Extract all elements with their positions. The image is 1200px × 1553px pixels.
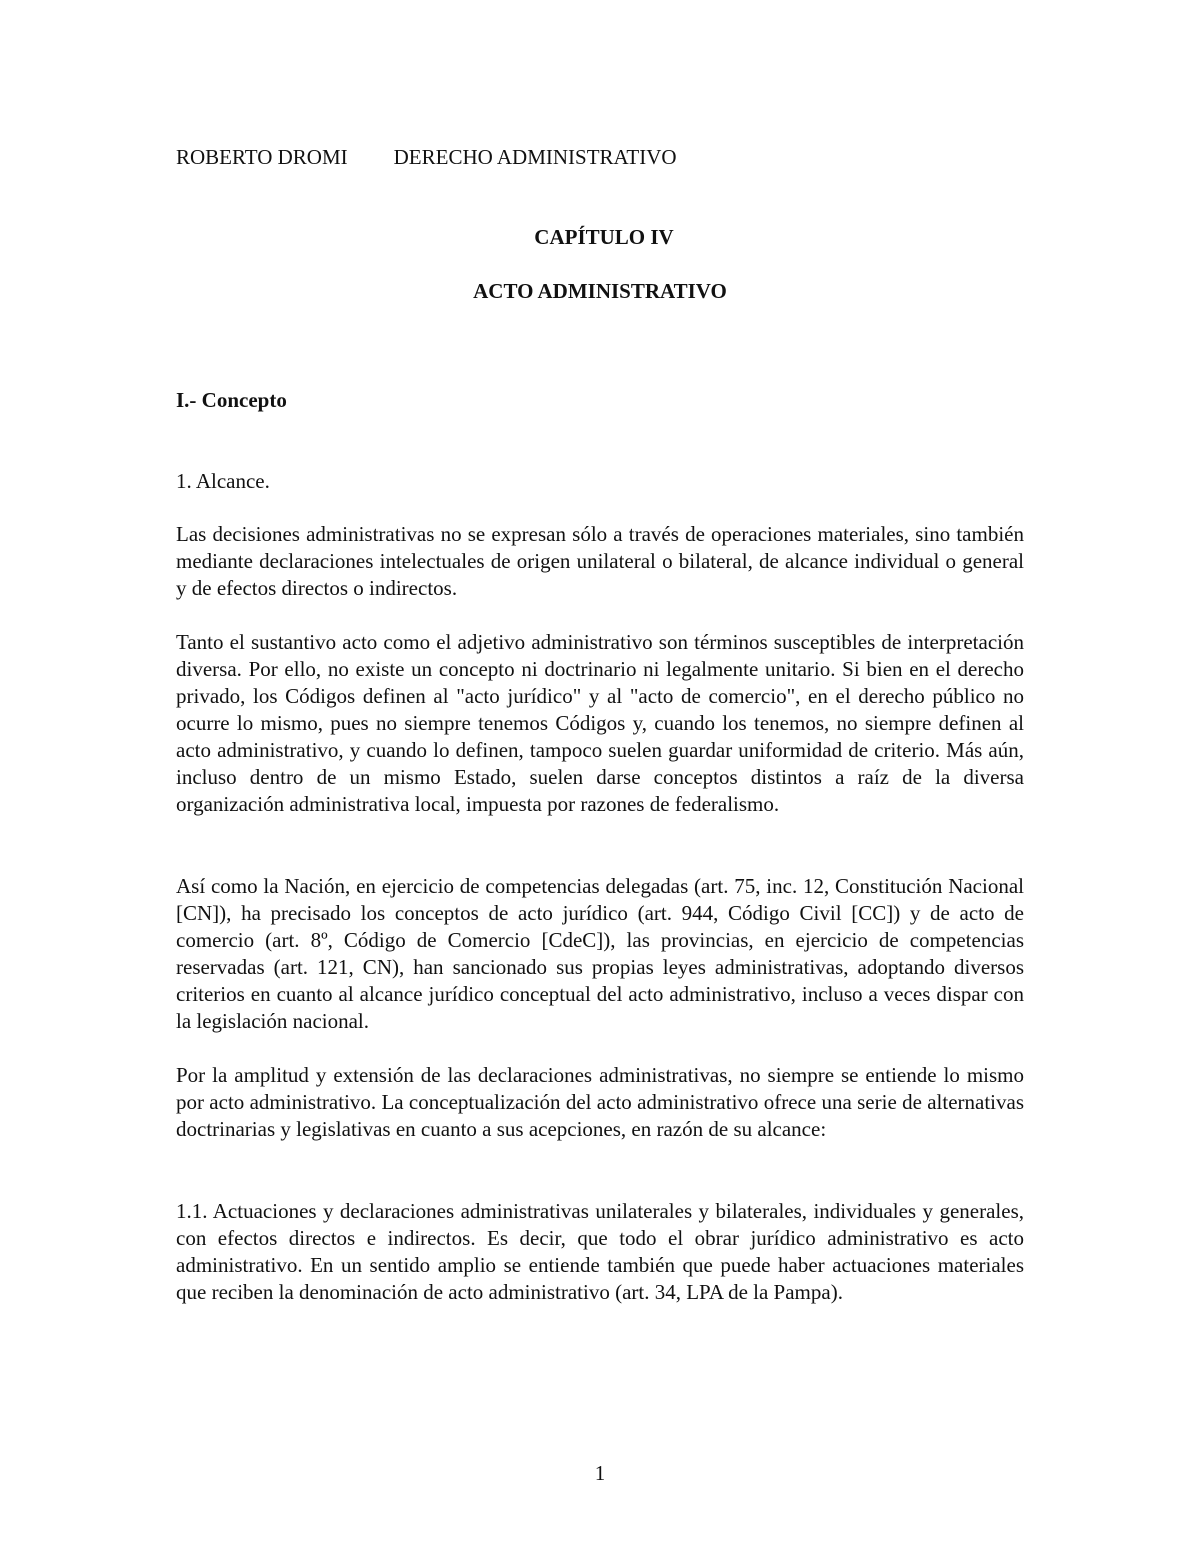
paragraph: Tanto el sustantivo acto como el adjetivo administrativo son términos susceptibles de interpretación diversa. Por ello, no existe un concepto ni doctrinario ni legalmente unitario. Si bien en el derecho privado, los Códigos definen al "acto jurídico" y al "acto de comercio", en el derecho público no ocurre lo mismo, pues no siempre tenemos Códigos y, cuando los tenemos, no siempre definen al acto administrativo, y cuando lo definen, tampoco suelen guardar uniformidad de criterio. Más aún, incluso dentro de un mismo Estado, suelen darse conceptos distintos a raíz de la diversa organización administrativa local, impuesta por razones de federalismo.	[176, 630, 1024, 816]
header-author: ROBERTO DROMI	[176, 145, 348, 169]
chapter-title: ACTO ADMINISTRATIVO	[473, 279, 727, 303]
paragraph: 1.1. Actuaciones y declaraciones administrativas unilaterales y bilaterales, individuales y generales, con efectos directos e indirectos. Es decir, que todo el obrar jurídico administrativo es acto administrativo. En un sentido amplio se entiende también que puede haber actuaciones materiales que reciben la denominación de acto administrativo (art. 34, LPA de la Pampa).	[176, 1199, 1024, 1304]
paragraph: Las decisiones administrativas no se expresan sólo a través de operaciones materiales, sino también mediante declaraciones intelectuales de origen unilateral o bilateral, de alcance individual o general y de efectos directos o indirectos.	[176, 522, 1024, 600]
paragraph: Por la amplitud y extensión de las declaraciones administrativas, no siempre se entiende lo mismo por acto administrativo. La conceptualización del acto administrativo ofrece una serie de alternativas doctrinarias y legislativas en cuanto a sus acepciones, en razón de su alcance:	[176, 1063, 1024, 1141]
chapter-number: CAPÍTULO IV	[534, 225, 674, 249]
page-number: 1	[594, 1461, 606, 1485]
section-heading: I.- Concepto	[176, 388, 287, 412]
running-header	[176, 142, 677, 172]
header-book-title: DERECHO ADMINISTRATIVO	[393, 145, 677, 169]
subsection-heading: 1. Alcance.	[176, 469, 270, 493]
paragraph: Así como la Nación, en ejercicio de competencias delegadas (art. 75, inc. 12, Constitución Nacional [CN]), ha precisado los conceptos de acto jurídico (art. 944, Código Civil [CC]) y de acto de comercio (art. 8º, Código de Comercio [CdeC]), las provincias, en ejercicio de competencias reservadas (art. 121, CN), han sancionado sus propias leyes administrativas, adoptando diversos criterios en cuanto al alcance jurídico conceptual del acto administrativo, incluso a veces dispar con la legislación nacional.	[176, 874, 1024, 1033]
